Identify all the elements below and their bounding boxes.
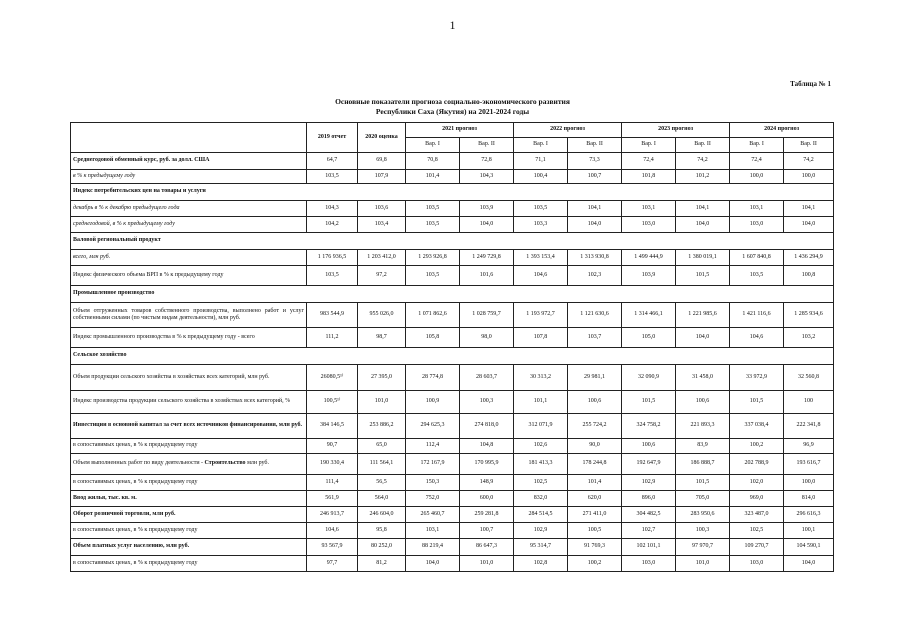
value-cell: 202 788,9 (730, 454, 784, 475)
value-cell: 103,1 (622, 201, 676, 217)
value-cell: 56,5 (358, 475, 406, 491)
variant-1-header: Вар. I (730, 138, 784, 153)
value-cell: 222 341,8 (784, 414, 834, 439)
value-cell: 72,8 (460, 153, 514, 170)
table-row (71, 539, 834, 556)
value-cell: 221 893,3 (676, 414, 730, 439)
row-label: Ввод жилья, тыс. кв. м. (71, 491, 307, 507)
value-cell: 86 647,3 (460, 539, 514, 556)
value-cell: 101,6 (460, 266, 514, 286)
value-cell: 100,0 (784, 170, 834, 184)
value-cell: 102 101,1 (622, 539, 676, 556)
value-cell: 271 411,0 (568, 507, 622, 523)
value-cell: 255 724,2 (568, 414, 622, 439)
value-cell: 312 071,9 (514, 414, 568, 439)
value-cell: 600,0 (460, 491, 514, 507)
value-cell: 104,0 (568, 217, 622, 233)
value-cell: 33 972,9 (730, 365, 784, 391)
value-cell: 564,0 (358, 491, 406, 507)
row-label: в сопоставимых ценах, в % к предыдущему году (71, 439, 307, 454)
value-cell: 1 499 444,9 (622, 250, 676, 266)
value-cell: 26080,5¹⁾ (307, 365, 358, 391)
row-label: всего, млн руб. (71, 250, 307, 266)
value-cell: 104,1 (568, 201, 622, 217)
value-cell: 337 038,4 (730, 414, 784, 439)
value-cell: 752,0 (406, 491, 460, 507)
value-cell: 28 603,7 (460, 365, 514, 391)
value-cell: 101,2 (676, 170, 730, 184)
document-title (0, 97, 905, 117)
forecast-table (70, 122, 834, 572)
section-label: Индекс потребительских цен на товары и услуги (71, 184, 834, 201)
value-cell: 97 970,7 (676, 539, 730, 556)
value-cell: 283 950,6 (676, 507, 730, 523)
table-row (71, 491, 834, 507)
table-row (71, 303, 834, 328)
value-cell: 150,3 (406, 475, 460, 491)
value-cell: 1 176 936,5 (307, 250, 358, 266)
value-cell: 104,3 (460, 170, 514, 184)
value-cell: 100 (784, 391, 834, 414)
value-cell: 105,8 (406, 328, 460, 348)
row-label: Индекс физического объема ВРП в % к предыдущему году (71, 266, 307, 286)
value-cell: 103,5 (730, 266, 784, 286)
value-cell: 620,0 (568, 491, 622, 507)
value-cell: 64,7 (307, 153, 358, 170)
title-line-2: Республики Саха (Якутия) на 2021-2024 годы (375, 107, 530, 116)
table-row (71, 414, 834, 439)
value-cell: 296 616,3 (784, 507, 834, 523)
header-2024: 2024 прогноз (730, 123, 834, 138)
header-empty (71, 123, 307, 153)
value-cell: 1 249 729,8 (460, 250, 514, 266)
value-cell: 30 313,2 (514, 365, 568, 391)
value-cell: 172 167,9 (406, 454, 460, 475)
header-2019: 2019 отчет (307, 123, 358, 153)
value-cell: 32 560,8 (784, 365, 834, 391)
table-row (71, 365, 834, 391)
table-row (71, 250, 834, 266)
value-cell: 1 421 116,6 (730, 303, 784, 328)
row-label: Индекс промышленного производства в % к предыдущему году - всего (71, 328, 307, 348)
value-cell: 103,5 (406, 217, 460, 233)
value-cell: 104,1 (676, 201, 730, 217)
value-cell: 104 590,1 (784, 539, 834, 556)
value-cell: 100,5¹⁾ (307, 391, 358, 414)
table-row (71, 556, 834, 572)
value-cell: 103,0 (622, 217, 676, 233)
row-label (71, 454, 307, 475)
variant-1-header: Вар. I (406, 138, 460, 153)
value-cell: 102,9 (622, 475, 676, 491)
value-cell: 104,0 (784, 217, 834, 233)
value-cell: 983 544,9 (307, 303, 358, 328)
value-cell: 103,0 (730, 556, 784, 572)
value-cell: 102,7 (622, 523, 676, 539)
value-cell: 294 625,3 (406, 414, 460, 439)
value-cell: 101,0 (676, 556, 730, 572)
value-cell: 259 281,8 (460, 507, 514, 523)
table-body (71, 153, 834, 572)
value-cell: 1 436 294,9 (784, 250, 834, 266)
value-cell: 32 090,9 (622, 365, 676, 391)
table-row (71, 170, 834, 184)
value-cell: 74,2 (784, 153, 834, 170)
table-row (71, 201, 834, 217)
value-cell: 561,9 (307, 491, 358, 507)
value-cell: 95,8 (358, 523, 406, 539)
value-cell: 896,0 (622, 491, 676, 507)
value-cell: 96,9 (784, 439, 834, 454)
variant-1-header: Вар. I (514, 138, 568, 153)
value-cell: 93 567,9 (307, 539, 358, 556)
value-cell: 111,2 (307, 328, 358, 348)
section-row (71, 184, 834, 201)
value-cell: 100,6 (622, 439, 676, 454)
value-cell: 100,3 (676, 523, 730, 539)
value-cell: 28 774,8 (406, 365, 460, 391)
value-cell: 104,6 (730, 328, 784, 348)
value-cell: 103,3 (514, 217, 568, 233)
section-label: Промышленное производство (71, 286, 834, 303)
row-label: в сопоставимых ценах, в % к предыдущему году (71, 475, 307, 491)
value-cell: 103,4 (358, 217, 406, 233)
value-cell: 102,9 (514, 523, 568, 539)
value-cell: 103,0 (730, 217, 784, 233)
value-cell: 265 460,7 (406, 507, 460, 523)
row-label: Объем платных услуг населению, млн руб. (71, 539, 307, 556)
value-cell: 111,4 (307, 475, 358, 491)
value-cell: 74,2 (676, 153, 730, 170)
value-cell: 104,0 (784, 556, 834, 572)
value-cell: 103,5 (307, 170, 358, 184)
value-cell: 814,0 (784, 491, 834, 507)
variant-1-header: Вар. I (622, 138, 676, 153)
value-cell: 97,7 (307, 556, 358, 572)
row-label: Среднегодовой обменный курс, руб. за долл. США (71, 153, 307, 170)
value-cell: 105,0 (622, 328, 676, 348)
value-cell: 111 564,1 (358, 454, 406, 475)
value-cell: 88 219,4 (406, 539, 460, 556)
value-cell: 65,0 (358, 439, 406, 454)
row-label-text: млн руб. (245, 460, 269, 467)
value-cell: 90,0 (568, 439, 622, 454)
value-cell: 190 330,4 (307, 454, 358, 475)
value-cell: 103,5 (406, 266, 460, 286)
section-label: Сельское хозяйство (71, 348, 834, 365)
value-cell: 1 380 019,1 (676, 250, 730, 266)
value-cell: 91 769,3 (568, 539, 622, 556)
value-cell: 1 203 412,0 (358, 250, 406, 266)
value-cell: 304 482,5 (622, 507, 676, 523)
value-cell: 170 995,9 (460, 454, 514, 475)
value-cell: 103,0 (622, 556, 676, 572)
value-cell: 98,7 (358, 328, 406, 348)
value-cell: 100,6 (676, 391, 730, 414)
variant-2-header: Вар. II (676, 138, 730, 153)
value-cell: 1 607 840,8 (730, 250, 784, 266)
value-cell: 101,5 (622, 391, 676, 414)
value-cell: 104,0 (460, 217, 514, 233)
value-cell: 101,5 (730, 391, 784, 414)
section-row (71, 233, 834, 250)
value-cell: 104,0 (676, 217, 730, 233)
value-cell: 102,5 (514, 475, 568, 491)
value-cell: 246 913,7 (307, 507, 358, 523)
value-cell: 1 071 862,6 (406, 303, 460, 328)
value-cell: 100,7 (568, 170, 622, 184)
value-cell: 1 193 972,7 (514, 303, 568, 328)
value-cell: 83,9 (676, 439, 730, 454)
value-cell: 100,6 (568, 391, 622, 414)
value-cell: 71,1 (514, 153, 568, 170)
value-cell: 101,0 (460, 556, 514, 572)
row-label: среднегодовой, в % к предыдущему году (71, 217, 307, 233)
value-cell: 102,3 (568, 266, 622, 286)
value-cell: 103,5 (514, 201, 568, 217)
value-cell: 274 818,0 (460, 414, 514, 439)
header-2022: 2022 прогноз (514, 123, 622, 138)
value-cell: 100,0 (730, 170, 784, 184)
value-cell: 104,6 (307, 523, 358, 539)
row-label: в % к предыдущему году (71, 170, 307, 184)
row-label: Объем продукции сельского хозяйства в хозяйствах всех категорий, млн руб. (71, 365, 307, 391)
value-cell: 100,8 (784, 266, 834, 286)
value-cell: 323 487,0 (730, 507, 784, 523)
value-cell: 27 395,0 (358, 365, 406, 391)
value-cell: 192 647,9 (622, 454, 676, 475)
value-cell: 90,7 (307, 439, 358, 454)
row-label: в сопоставимых ценах, в % к предыдущему году (71, 523, 307, 539)
value-cell: 103,5 (307, 266, 358, 286)
value-cell: 72,4 (730, 153, 784, 170)
value-cell: 103,5 (406, 201, 460, 217)
value-cell: 100,5 (568, 523, 622, 539)
row-label: в сопоставимых ценах, в % к предыдущему году (71, 556, 307, 572)
value-cell: 101,8 (622, 170, 676, 184)
value-cell: 102,0 (730, 475, 784, 491)
value-cell: 101,4 (568, 475, 622, 491)
value-cell: 70,8 (406, 153, 460, 170)
value-cell: 705,0 (676, 491, 730, 507)
row-label: Инвестиции в основной капитал за счет всех источников финансирования, млн руб. (71, 414, 307, 439)
value-cell: 1 313 930,8 (568, 250, 622, 266)
value-cell: 100,2 (730, 439, 784, 454)
value-cell: 253 886,2 (358, 414, 406, 439)
page-number: 1 (449, 18, 456, 32)
value-cell: 384 146,5 (307, 414, 358, 439)
table-label: Таблица № 1 (790, 80, 831, 88)
value-cell: 102,8 (514, 556, 568, 572)
value-cell: 100,3 (460, 391, 514, 414)
value-cell: 186 888,7 (676, 454, 730, 475)
table-row (71, 328, 834, 348)
table-row (71, 266, 834, 286)
value-cell: 101,5 (676, 266, 730, 286)
value-cell: 178 244,8 (568, 454, 622, 475)
value-cell: 101,0 (358, 391, 406, 414)
value-cell: 104,0 (406, 556, 460, 572)
title-line-1: Основные показатели прогноза социально-экономического развития (335, 97, 570, 106)
value-cell: 104,3 (307, 201, 358, 217)
value-cell: 101,4 (406, 170, 460, 184)
header-2021: 2021 прогноз (406, 123, 514, 138)
row-label: Объем отгруженных товаров собственного производства, выполнено работ и услуг собственными силами (по чистым видам деятельности), млн руб. (71, 303, 307, 328)
value-cell: 112,4 (406, 439, 460, 454)
value-cell: 104,6 (514, 266, 568, 286)
value-cell: 1 285 934,6 (784, 303, 834, 328)
value-cell: 832,0 (514, 491, 568, 507)
table-row (71, 391, 834, 414)
value-cell: 955 026,0 (358, 303, 406, 328)
value-cell: 103,2 (784, 328, 834, 348)
section-row (71, 348, 834, 365)
value-cell: 193 616,7 (784, 454, 834, 475)
value-cell: 181 413,3 (514, 454, 568, 475)
value-cell: 98,0 (460, 328, 514, 348)
table-row (71, 439, 834, 454)
value-cell: 102,6 (514, 439, 568, 454)
table-row (71, 523, 834, 539)
row-label: декабрь в % к декабрю предыдущего года (71, 201, 307, 217)
value-cell: 104,1 (784, 201, 834, 217)
value-cell: 109 270,7 (730, 539, 784, 556)
value-cell: 100,2 (568, 556, 622, 572)
table-row (71, 475, 834, 491)
value-cell: 97,2 (358, 266, 406, 286)
value-cell: 104,2 (307, 217, 358, 233)
value-cell: 100,0 (784, 475, 834, 491)
value-cell: 103,1 (406, 523, 460, 539)
section-row (71, 286, 834, 303)
value-cell: 1 028 759,7 (460, 303, 514, 328)
value-cell: 102,5 (730, 523, 784, 539)
value-cell: 101,1 (514, 391, 568, 414)
value-cell: 107,9 (358, 170, 406, 184)
value-cell: 101,5 (676, 475, 730, 491)
value-cell: 72,4 (622, 153, 676, 170)
value-cell: 103,6 (358, 201, 406, 217)
row-label-text: Объем выполненных работ по виду деятельности - (73, 460, 205, 467)
value-cell: 80 252,0 (358, 539, 406, 556)
table-row (71, 217, 834, 233)
value-cell: 81,2 (358, 556, 406, 572)
header-2023: 2023 прогноз (622, 123, 730, 138)
row-label-bold-text: Строительство (204, 460, 246, 467)
value-cell: 1 121 630,6 (568, 303, 622, 328)
variant-2-header: Вар. II (784, 138, 834, 153)
value-cell: 1 221 985,6 (676, 303, 730, 328)
value-cell: 284 514,5 (514, 507, 568, 523)
value-cell: 1 314 466,1 (622, 303, 676, 328)
value-cell: 246 604,0 (358, 507, 406, 523)
value-cell: 1 293 926,8 (406, 250, 460, 266)
row-label: Индекс производства продукции сельского хозяйства в хозяйствах всех категорий, % (71, 391, 307, 414)
value-cell: 103,7 (568, 328, 622, 348)
table-row (71, 507, 834, 523)
value-cell: 31 458,0 (676, 365, 730, 391)
header-2020: 2020 оценка (358, 123, 406, 153)
variant-2-header: Вар. II (460, 138, 514, 153)
row-label: Оборот розничной торговли, млн руб. (71, 507, 307, 523)
value-cell: 107,8 (514, 328, 568, 348)
value-cell: 73,3 (568, 153, 622, 170)
value-cell: 103,9 (460, 201, 514, 217)
value-cell: 103,1 (730, 201, 784, 217)
value-cell: 100,1 (784, 523, 834, 539)
section-label: Валовой региональный продукт (71, 233, 834, 250)
value-cell: 969,0 (730, 491, 784, 507)
value-cell: 100,9 (406, 391, 460, 414)
value-cell: 324 758,2 (622, 414, 676, 439)
value-cell: 148,9 (460, 475, 514, 491)
table-header (71, 123, 834, 153)
value-cell: 95 314,7 (514, 539, 568, 556)
value-cell: 104,8 (460, 439, 514, 454)
variant-2-header: Вар. II (568, 138, 622, 153)
value-cell: 103,9 (622, 266, 676, 286)
value-cell: 104,0 (676, 328, 730, 348)
table-row (71, 454, 834, 475)
value-cell: 69,8 (358, 153, 406, 170)
value-cell: 29 981,1 (568, 365, 622, 391)
value-cell: 100,4 (514, 170, 568, 184)
value-cell: 1 393 153,4 (514, 250, 568, 266)
table-row (71, 153, 834, 170)
value-cell: 100,7 (460, 523, 514, 539)
